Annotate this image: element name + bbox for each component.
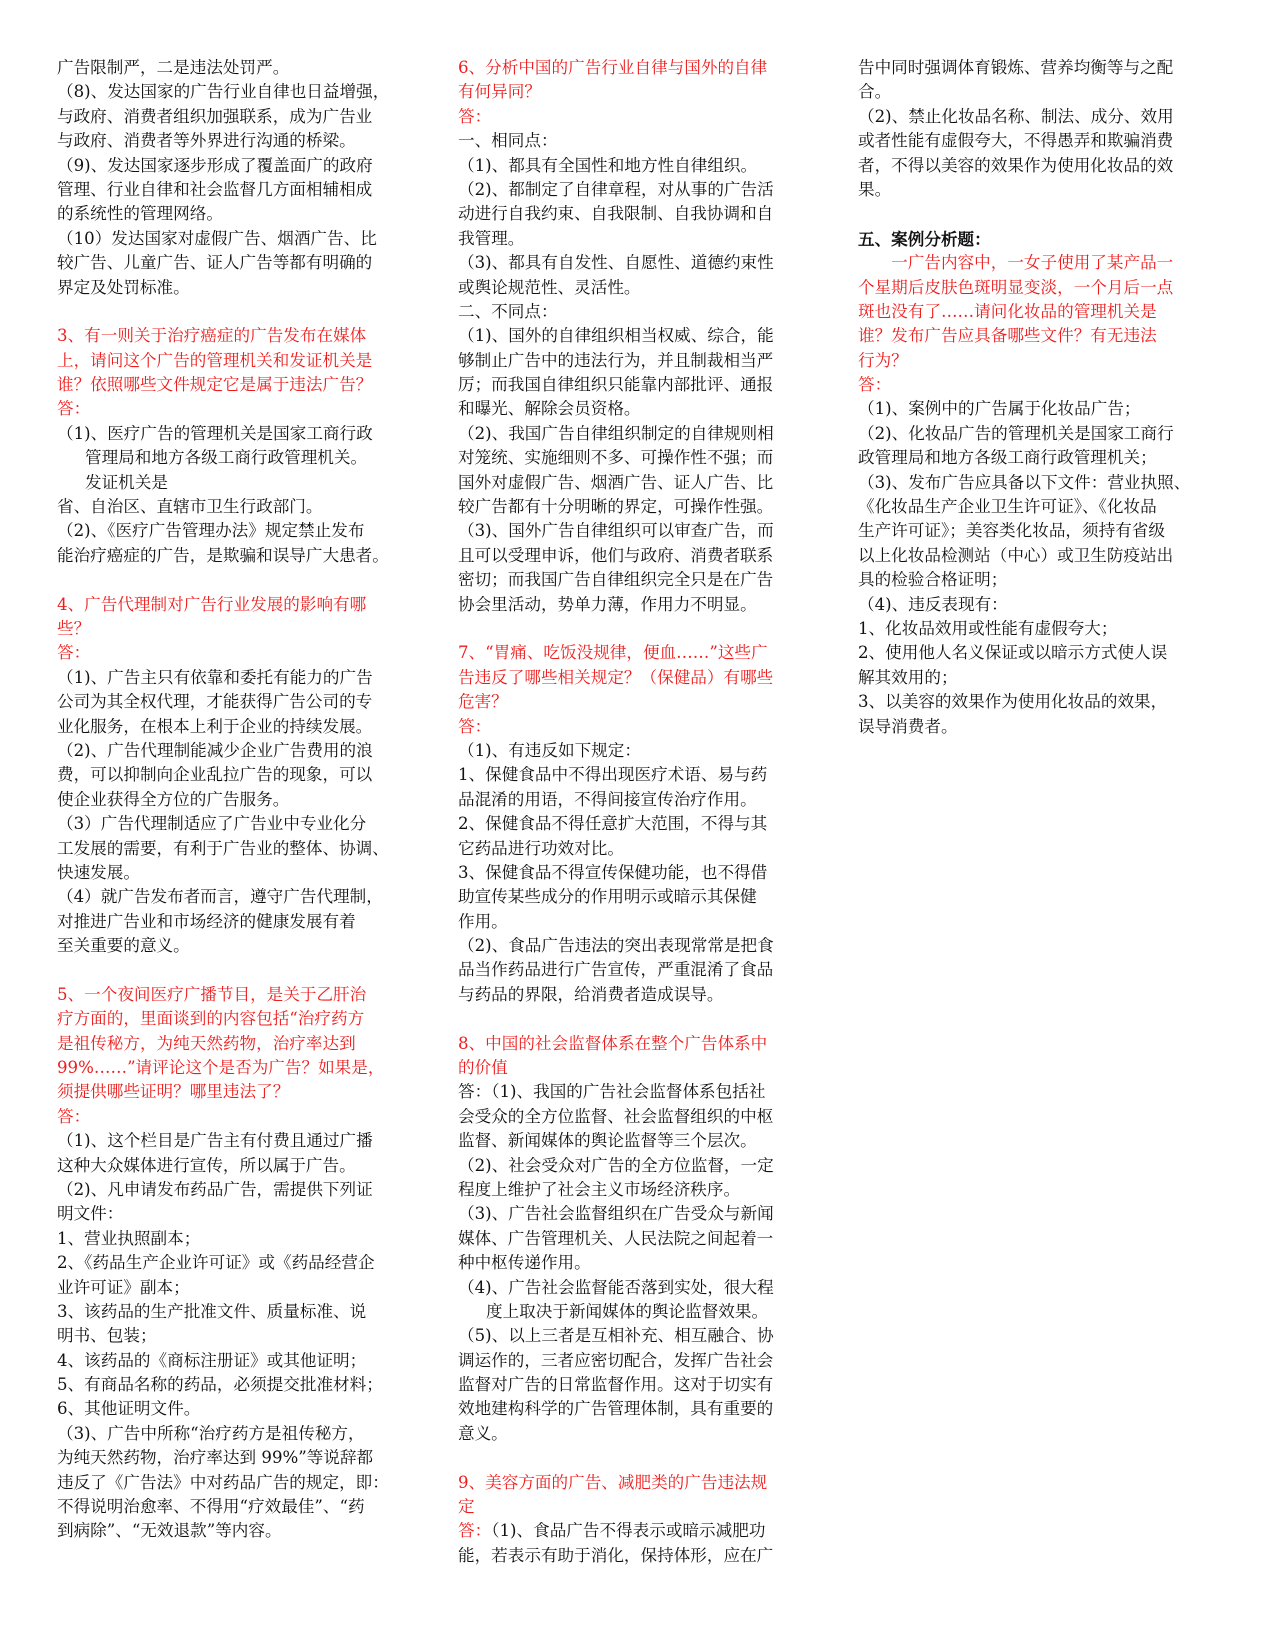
text-line: 谁？发布广告应具备哪些文件？有无违法 — [858, 326, 1157, 346]
text-line: 3、保健食品不得宣传保健功能，也不得借 — [458, 862, 768, 882]
text-line: （2)、食品广告违法的突出表现常常是把食 — [458, 936, 774, 956]
text-line: （1)、有违反如下规定： — [458, 740, 641, 760]
text-line: 明文件： — [57, 1204, 124, 1224]
text-line: （2)、广告代理制能减少企业广告费用的浪 — [57, 740, 373, 760]
text-line: 五、案例分析题： — [858, 228, 991, 249]
text-line: 或舆论规范性、灵活性。 — [458, 277, 641, 297]
paragraph-spacer — [57, 300, 409, 324]
text-line: 答： — [57, 399, 91, 419]
column-right — [858, 56, 1218, 739]
question-block — [458, 1032, 816, 1081]
text-block — [458, 129, 816, 617]
text-block — [458, 1544, 816, 1568]
text-line: 不得说明治愈率、不得用“疗效最佳”、“药 — [57, 1497, 365, 1517]
text-line: 且可以受理申诉，他们与政府、消费者联系 — [458, 545, 774, 565]
text-line: 答： — [57, 643, 91, 663]
text-line: （2)、禁止化妆品名称、制法、成分、效用 — [858, 106, 1174, 126]
question-block — [57, 593, 409, 642]
answer-label — [57, 397, 409, 421]
text-line: 果。 — [858, 179, 892, 199]
text-line: 公司为其全权代理，才能获得广告公司的专 — [57, 692, 373, 712]
text-line: （2)、都制定了自律章程，对从事的广告活 — [458, 179, 774, 199]
text-block — [57, 56, 409, 300]
text-line: 告违反了哪些相关规定？（保健品）有哪些 — [458, 667, 774, 687]
text-line: 者，不得以美容的效果作为使用化妆品的效 — [858, 155, 1174, 175]
text-block — [858, 56, 1218, 202]
text-line: 国外对虚假广告、烟酒广告、证人广告、比 — [458, 472, 774, 492]
text-line: 我管理。 — [458, 228, 525, 248]
text-line: 品当作药品进行广告宣传，严重混淆了食品 — [458, 960, 774, 980]
text-line: （3)、都具有自发性、自愿性、道德约束性 — [458, 253, 774, 273]
question-block — [458, 56, 816, 105]
text-line: 种中枢传递作用。 — [458, 1253, 591, 1273]
text-line: （3)、发布广告应具备以下文件：营业执照、 — [858, 472, 1191, 492]
text-line: 违反了《广告法》中对药品广告的规定，即： — [57, 1472, 389, 1492]
text-line: 明书、包装； — [57, 1326, 157, 1346]
answer-block — [458, 1519, 816, 1543]
text-line: 助宣传某些成分的作用明示或暗示其保健 — [458, 887, 757, 907]
text-line: （1)、医疗广告的管理机关是国家工商行政 — [57, 423, 373, 443]
text-line: 5、一个夜间医疗广播节目，是关于乙肝治 — [57, 984, 367, 1004]
text-line: （1)、广告主只有依靠和委托有能力的广告 — [57, 667, 373, 687]
text-line: （1)、都具有全国性和地方性自律组织。 — [458, 155, 758, 175]
text-line: 9、美容方面的广告、减肥类的广告违法规 — [458, 1472, 768, 1492]
text-block-indented — [57, 446, 409, 495]
text-line: （8)、发达国家的广告行业自律也日益增强， — [57, 82, 390, 102]
section-heading — [858, 227, 1218, 251]
text-line: 答： — [858, 375, 892, 395]
text-line: 疗方面的，里面谈到的内容包括“治疗药方 — [57, 1009, 365, 1029]
text-block — [57, 1129, 409, 1544]
text-line: 使企业获得全方位的广告服务。 — [57, 789, 290, 809]
text-line: 一、相同点： — [458, 131, 558, 151]
text-line: 这种大众媒体进行宣传，所以属于广告。 — [57, 1155, 356, 1175]
text-line: 厉；而我国自律组织只能靠内部批评、通报 — [458, 375, 774, 395]
text-line: 省、自治区、直辖市卫生行政部门。 — [57, 497, 323, 517]
text-line: 快速发展。 — [57, 862, 140, 882]
question-block — [858, 251, 1218, 373]
text-line: 个星期后皮肤色斑明显变淡，一个月后一点 — [858, 277, 1174, 297]
paragraph-spacer — [458, 617, 816, 641]
text-line: 些？ — [57, 618, 91, 638]
text-line: 与政府、消费者组织加强联系，成为广告业 — [57, 106, 373, 126]
text-line: 对推进广告业和市场经济的健康发展有着 — [57, 911, 356, 931]
answer-label — [57, 641, 409, 665]
text-line: 3、以美容的效果作为使用化妆品的效果， — [858, 692, 1168, 712]
text-block — [57, 666, 409, 959]
text-line: 政管理局和地方各级工商行政管理机关； — [858, 448, 1157, 468]
text-line: 度上取决于新闻媒体的舆论监督效果。 — [486, 1301, 769, 1321]
text-line: 监督对广告的日常监督作用。这对于切实有 — [458, 1375, 774, 1395]
text-line: 合。 — [858, 82, 892, 102]
text-line: 管理、行业自律和社会监督几方面相辅相成 — [57, 179, 373, 199]
text-line: 工发展的需要，有利于广告业的整体、协调、 — [57, 838, 389, 858]
paragraph-spacer — [458, 1446, 816, 1470]
text-block — [458, 1080, 816, 1300]
text-line: 业化服务，在根本上利于企业的持续发展。 — [57, 716, 373, 736]
text-line: 有何异同？ — [458, 82, 541, 102]
text-line: 效地建构科学的广告管理体制，具有重要的 — [458, 1399, 774, 1419]
text-line: 对笼统、实施细则不多、可操作性不强；而 — [458, 448, 774, 468]
text-line: （2)、我国广告自律组织制定的自律规则相 — [458, 423, 774, 443]
text-line: 协会里活动，势单力薄，作用力不明显。 — [458, 594, 757, 614]
text-line: 广告限制严，二是违法处罚严。 — [57, 58, 290, 77]
answer-label — [458, 715, 816, 739]
text-line: 6、其他证明文件。 — [57, 1399, 201, 1419]
text-line: 行为？ — [858, 350, 908, 370]
text-line: 业许可证》副本； — [57, 1277, 190, 1297]
column-middle — [458, 56, 816, 1568]
text-line: 会受众的全方位监督、社会监督组织的中枢 — [458, 1106, 774, 1126]
answer-label — [858, 373, 1218, 397]
text-line: 较广告、儿童广告、证人广告等都有明确的 — [57, 253, 373, 273]
question-block — [458, 641, 816, 714]
text-line: 8、中国的社会监督体系在整个广告体系中 — [458, 1033, 768, 1053]
text-line: 管理局和地方各级工商行政管理机关。 — [85, 448, 368, 468]
text-line: 以上化妆品检测站（中心）或卫生防疫站出 — [858, 545, 1174, 565]
text-line: 程度上维护了社会主义市场经济秩序。 — [458, 1179, 741, 1199]
text-line: 5、有商品名称的药品，必须提交批准材料； — [57, 1375, 383, 1395]
text-line: （1)、这个栏目是广告主有付费且通过广播 — [57, 1131, 373, 1151]
text-line: 4、该药品的《商标注册证》或其他证明； — [57, 1350, 367, 1370]
text-line: 够制止广告中的违法行为，并且制裁相当严 — [458, 350, 774, 370]
text-line: 上，请问这个广告的管理机关和发证机关是 — [57, 350, 373, 370]
text-block — [458, 1324, 816, 1446]
text-line: （5)、以上三者是互相补充、相互融合、协 — [458, 1326, 774, 1346]
text-line: 1、保健食品中不得出现医疗术语、易与药 — [458, 765, 768, 785]
column-left — [57, 56, 409, 1544]
text-line: 告中同时强调体育锻炼、营养均衡等与之配 — [858, 58, 1174, 77]
text-line: 斑也没有了……请问化妆品的管理机关是 — [858, 301, 1157, 321]
text-line: 3、该药品的生产批准文件、质量标准、说 — [57, 1301, 367, 1321]
text-line: 危害？ — [458, 692, 508, 712]
text-line: （1)、国外的自律组织相当权威、综合，能 — [458, 326, 774, 346]
text-line: 或者性能有虚假夸大，不得愚弄和欺骗消费 — [858, 131, 1174, 151]
text-line: 1、营业执照副本； — [57, 1228, 201, 1248]
answer-label — [57, 1105, 409, 1129]
text-line: 发证机关是 — [85, 472, 168, 492]
text-line: 生产许可证》；美容类化妆品，须持有省级 — [858, 521, 1165, 541]
text-line: （2)、化妆品广告的管理机关是国家工商行 — [858, 423, 1174, 443]
text-line: 《化妆品生产企业卫生许可证》、《化妆品 — [858, 497, 1157, 517]
text-line: 调运作的，三者应密切配合，发挥广告社会 — [458, 1350, 774, 1370]
text-line: 动进行自我约束、自我限制、自我协调和自 — [458, 204, 774, 224]
text-line: 的价值 — [458, 1058, 508, 1078]
text-block — [57, 422, 409, 446]
text-line: 二、不同点： — [458, 301, 558, 321]
text-line: 密切；而我国广告自律组织完全只是在广告 — [458, 570, 774, 590]
text-line: 费，可以抑制向企业乱拉广告的现象，可以 — [57, 765, 373, 785]
question-block — [57, 983, 409, 1105]
text-line: 监督、新闻媒体的舆论监督等三个层次。 — [458, 1131, 757, 1151]
text-line: 答： — [458, 106, 492, 126]
text-block — [858, 397, 1218, 738]
paragraph-spacer — [458, 1007, 816, 1031]
question-block — [458, 1471, 816, 1520]
text-line: 一广告内容中，一女子使用了某产品一 — [858, 253, 1174, 273]
text-line: 解其效用的； — [858, 667, 958, 687]
text-line: 它药品进行功效对比。 — [458, 838, 624, 858]
text-line: （9)、发达国家逐步形成了覆盖面广的政府 — [57, 155, 373, 175]
paragraph-spacer — [57, 958, 409, 982]
text-line: 到病除”、“无效退款”等内容。 — [57, 1521, 282, 1541]
text-line: 意义。 — [458, 1423, 508, 1443]
text-line: （2)、社会受众对广告的全方位监督，一定 — [458, 1155, 774, 1175]
text-line: 99%……”请评论这个是否为广告？如果是， — [57, 1058, 385, 1078]
text-line: （2)、凡申请发布药品广告，需提供下列证 — [57, 1179, 373, 1199]
text-line: 与药品的界限，给消费者造成误导。 — [458, 984, 724, 1004]
text-run: （1)、食品广告不得表示或暗示减肥功 — [491, 1521, 766, 1541]
text-line: 的系统性的管理网络。 — [57, 204, 223, 224]
text-line: 较广告都有十分明晰的界定，可操作性强。 — [458, 497, 774, 517]
text-line: 具的检验合格证明； — [858, 570, 1008, 590]
text-line: （4）就广告发布者而言，遵守广告代理制， — [57, 887, 383, 907]
text-line: 定 — [458, 1497, 475, 1517]
text-line: 须提供哪些证明？哪里违法了？ — [57, 1082, 290, 1102]
text-block-indented — [458, 1300, 816, 1324]
text-line: 7、“胃痛、吃饭没规律，便血……”这些广 — [458, 643, 768, 663]
text-line: （4)、违反表现有： — [858, 594, 1008, 614]
text-line: （2)、《医疗广告管理办法》规定禁止发布 — [57, 521, 365, 541]
text-line: （3)、广告社会监督组织在广告受众与新闻 — [458, 1204, 774, 1224]
answer-label: 答： — [458, 1521, 492, 1541]
text-line: 答：（1)、我国的广告社会监督体系包括社 — [458, 1082, 766, 1102]
text-line: 1、化妆品效用或性能有虚假夸大； — [858, 618, 1118, 638]
text-line: 与政府、消费者等外界进行沟通的桥梁。 — [57, 131, 356, 151]
answer-label — [458, 105, 816, 129]
paragraph-spacer — [858, 202, 1218, 226]
text-line: （3)、国外广告自律组织可以审查广告，而 — [458, 521, 774, 541]
text-line: 4、广告代理制对广告行业发展的影响有哪 — [57, 594, 367, 614]
text-line: （4)、广告社会监督能否落到实处，很大程 — [458, 1277, 774, 1297]
text-line: 答： — [57, 1106, 91, 1126]
text-line: 2、使用他人名义保证或以暗示方式使人误 — [858, 643, 1168, 663]
text-line: 作用。 — [458, 911, 508, 931]
question-block — [57, 324, 409, 397]
text-line: 谁？依照哪些文件规定它是属于违法广告？ — [57, 375, 373, 395]
text-line: （1)、案例中的广告属于化妆品广告； — [858, 399, 1141, 419]
text-line: 为纯天然药物，治疗率达到 99%”等说辞都 — [57, 1448, 374, 1468]
text-line: 答： — [458, 716, 492, 736]
text-line: 品混淆的用语，不得间接宣传治疗作用。 — [458, 789, 757, 809]
text-line: 是祖传秘方，为纯天然药物，治疗率达到 — [57, 1033, 356, 1053]
text-line: 媒体、广告管理机关、人民法院之间起着一 — [458, 1228, 774, 1248]
text-line: （3）广告代理制适应了广告业中专业化分 — [57, 814, 367, 834]
paragraph-spacer — [57, 568, 409, 592]
text-line: （3)、广告中所称“治疗药方是祖传秘方， — [57, 1423, 365, 1443]
text-block — [57, 495, 409, 568]
text-line: 能，若表示有助于消化，保持体形，应在广 — [458, 1545, 774, 1565]
text-line: 误导消费者。 — [858, 716, 958, 736]
text-line: 至关重要的意义。 — [57, 936, 190, 956]
text-line: 和曝光、解除会员资格。 — [458, 399, 641, 419]
text-line: 能治疗癌症的广告，是欺骗和误导广大患者。 — [57, 545, 389, 565]
text-line: 2、保健食品不得任意扩大范围，不得与其 — [458, 814, 768, 834]
text-line — [458, 1519, 816, 1543]
text-line: 界定及处罚标准。 — [57, 277, 190, 297]
text-line: （10）发达国家对虚假广告、烟酒广告、比 — [57, 228, 377, 248]
text-line: 6、分析中国的广告行业自律与国外的自律 — [458, 58, 768, 77]
text-line: 3、有一则关于治疗癌症的广告发布在媒体 — [57, 326, 367, 346]
text-line: 2、《药品生产企业许可证》或《药品经营企 — [57, 1253, 375, 1273]
text-block — [458, 739, 816, 1007]
